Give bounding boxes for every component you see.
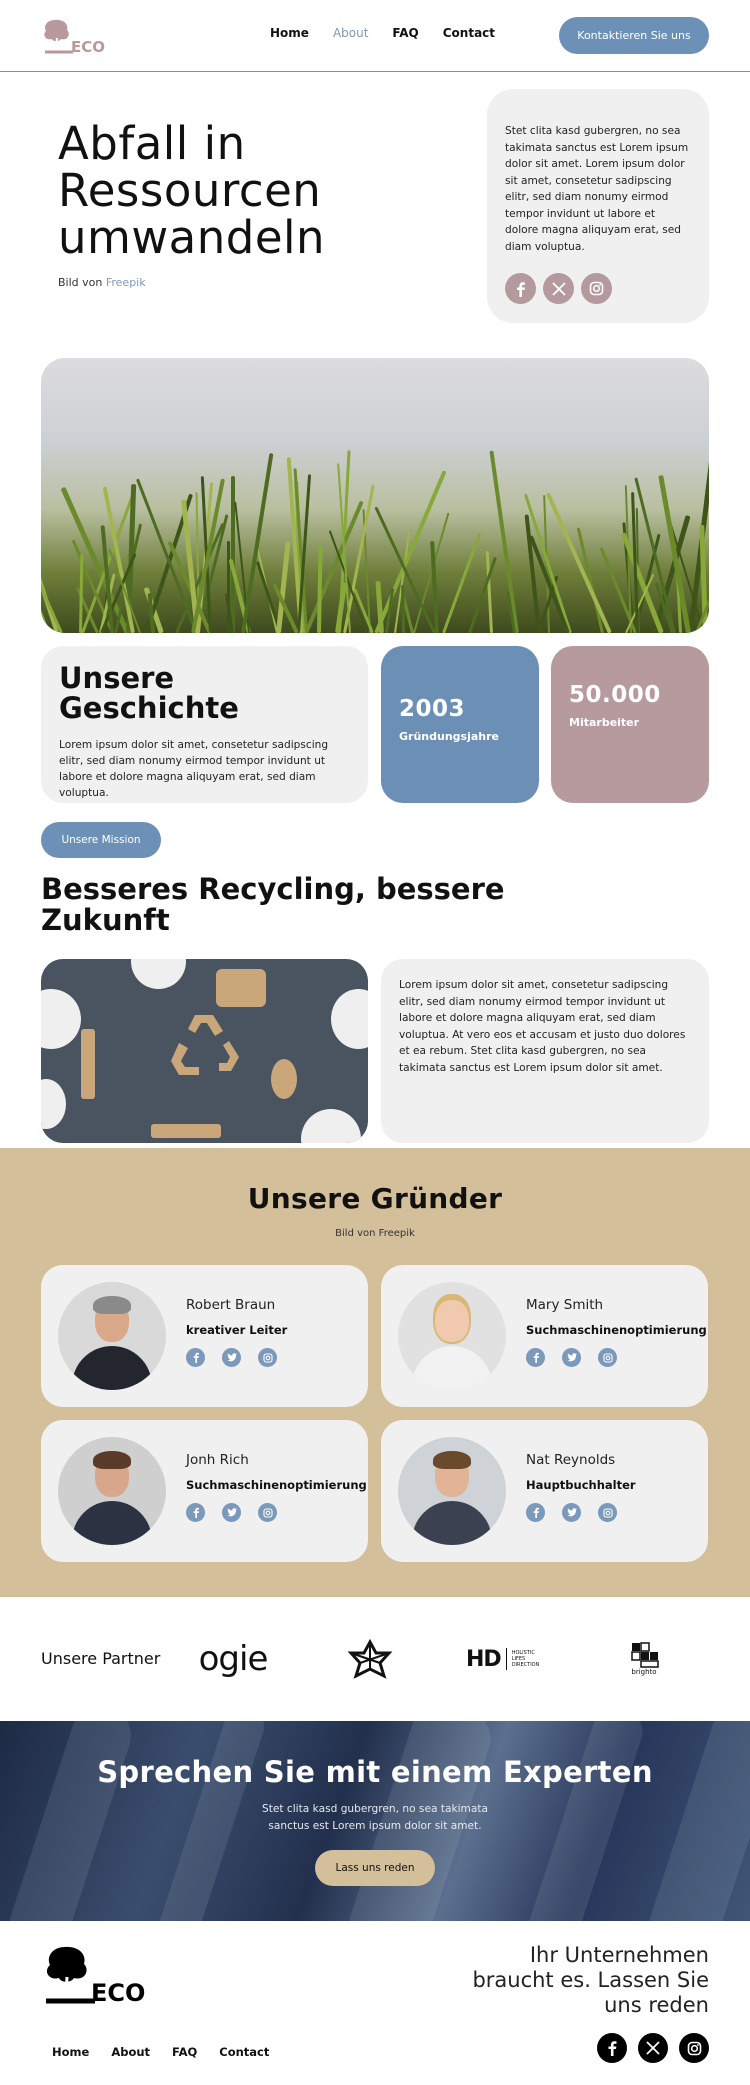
history-title: Unsere Geschichte: [59, 661, 239, 725]
footer-nav-about[interactable]: About: [111, 2045, 151, 2059]
cta-text: Stet clita kasd gubergren, no sea takimata sanctus est Lorem ipsum dolor sit amet.: [262, 1803, 488, 1832]
contact-button[interactable]: Kontaktieren Sie uns: [559, 17, 709, 54]
grass-blade: [79, 554, 83, 633]
stat-label: Mitarbeiter: [569, 716, 640, 729]
history-card: [41, 646, 368, 803]
svg-text:ECO: ECO: [71, 37, 106, 56]
stat-value: 2003: [399, 696, 466, 722]
cta-title: Sprechen Sie mit einem Experten: [97, 1755, 653, 1789]
footer-nav-faq[interactable]: FAQ: [172, 2045, 198, 2059]
expert-cta-section: [0, 1721, 750, 1921]
founder-card-jonh: [41, 1420, 368, 1562]
mission-text: Lorem ipsum dolor sit amet, consetetur sadipscing elitr, sed diam nonumy eirmod tempor invidunt ut labore et dolore magna aliquyam erat, sed diam voluptua. At vero eos et accusam et justo duo dolores et ea rebum. Stet clita kasd gubergren, no sea takimata sanctus est Lorem ipsum dolor sit amet.: [399, 979, 686, 1074]
social-links: [505, 273, 691, 304]
founder-card-robert: [41, 1265, 368, 1407]
founder-role: Suchmaschinenoptimierung: [526, 1323, 707, 1337]
mission-text-card: [381, 959, 709, 1143]
stat-label: Gründungsjahre: [399, 730, 499, 743]
twitter-icon[interactable]: [222, 1503, 241, 1522]
grass-blade: [241, 453, 273, 633]
founder-role: Hauptbuchhalter: [526, 1478, 636, 1492]
straw-shape: [81, 1029, 95, 1099]
grass-blade: [231, 476, 235, 633]
footer-eco-logo[interactable]: [41, 1943, 161, 2011]
founder-social-links: [526, 1503, 617, 1522]
partners-section: [0, 1597, 750, 1721]
recycle-icon: [161, 1009, 247, 1089]
stat-value: 50.000: [569, 682, 661, 708]
cup-shape: [331, 989, 368, 1049]
grass-blade: [546, 492, 612, 633]
founder-card-nat: [381, 1420, 708, 1562]
cup-shape: [41, 989, 81, 1049]
x-icon[interactable]: [638, 2033, 668, 2063]
founder-social-links: [186, 1503, 277, 1522]
tree-logo-icon: [41, 1943, 161, 2007]
mission-button[interactable]: Unsere Mission: [41, 822, 161, 858]
freepik-link[interactable]: Freepik: [105, 276, 146, 289]
nav-about[interactable]: About: [332, 26, 369, 40]
footer-nav-home[interactable]: Home: [52, 2045, 90, 2059]
stat-employees: [551, 646, 709, 803]
lets-talk-button[interactable]: Lass uns reden: [315, 1850, 435, 1886]
grass-blade: [489, 451, 519, 633]
partners-label: Unsere Partner: [41, 1649, 161, 1668]
eco-logo[interactable]: [41, 14, 131, 58]
twitter-icon[interactable]: [562, 1348, 581, 1367]
grass-banner-image: [41, 358, 709, 633]
stick-shape: [151, 1124, 221, 1138]
facebook-icon[interactable]: [186, 1503, 205, 1522]
star-logo-icon: [347, 1639, 393, 1679]
intro-text: Stet clita kasd gubergren, no sea takimata sanctus est Lorem ipsum dolor sit amet. Lorem ipsum dolor sit amet, consetetur sadipscing elitr, sed diam nonumy eirmod tempor invidunt ut labore et dolore magna aliquyam erat, sed diam voluptua.: [505, 125, 689, 253]
founder-name: Mary Smith: [526, 1297, 604, 1313]
facebook-icon[interactable]: [526, 1348, 545, 1367]
footer-social-links: [597, 2033, 709, 2063]
history-text: Lorem ipsum dolor sit amet, consetetur sadipscing elitr, sed diam nonumy eirmod tempor invidunt ut labore et dolore magna aliquyam erat, sed diam voluptua.: [59, 739, 329, 799]
founder-social-links: [186, 1348, 277, 1367]
twitter-icon[interactable]: [562, 1503, 581, 1522]
avatar: [398, 1437, 506, 1545]
founder-name: Robert Braun: [186, 1297, 276, 1313]
grass-blade: [468, 557, 497, 633]
instagram-icon[interactable]: [598, 1503, 617, 1522]
hero-section: [0, 72, 750, 358]
nav-faq[interactable]: FAQ: [392, 26, 419, 40]
image-credit: Bild von Freepik: [58, 276, 146, 289]
founder-name: Nat Reynolds: [526, 1452, 616, 1468]
founder-card-mary: [381, 1265, 708, 1407]
instagram-icon[interactable]: [258, 1348, 277, 1367]
facebook-icon[interactable]: [186, 1348, 205, 1367]
founder-name: Jonh Rich: [186, 1452, 249, 1468]
svg-text:ECO: ECO: [91, 1979, 146, 2007]
nav-contact[interactable]: Contact: [442, 26, 496, 40]
instagram-icon[interactable]: [581, 273, 612, 304]
instagram-icon[interactable]: [598, 1348, 617, 1367]
tree-logo-icon: [41, 16, 111, 56]
mission-title: Besseres Recycling, bessere Zukunft: [41, 872, 505, 937]
paper-bag-shape: [216, 969, 266, 1007]
founder-role: kreativer Leiter: [186, 1323, 288, 1337]
brighto-logo-icon: [629, 1642, 659, 1668]
partner-logo-brighto[interactable]: brighto: [620, 1637, 668, 1681]
grass-blade: [401, 585, 405, 633]
site-header: [0, 0, 750, 72]
instagram-icon[interactable]: [679, 2033, 709, 2063]
avatar: [58, 1437, 166, 1545]
facebook-icon[interactable]: [597, 2033, 627, 2063]
recycling-image: [41, 959, 368, 1143]
footer-nav-contact[interactable]: Contact: [219, 2045, 270, 2059]
partner-logo-star[interactable]: [345, 1637, 395, 1681]
grass-blade: [430, 541, 439, 633]
cup-shape: [41, 1079, 66, 1129]
stat-founding-year: [381, 646, 539, 803]
nav-home[interactable]: Home: [270, 26, 309, 40]
founders-credit: Bild von Freepik: [335, 1228, 415, 1239]
grass-blade: [317, 546, 323, 633]
founders-title: Unsere Gründer: [247, 1182, 503, 1215]
facebook-icon[interactable]: [505, 273, 536, 304]
hero-title: Abfall in Ressourcen umwandeln: [58, 117, 326, 264]
footer-tagline: Ihr Unternehmen braucht es. Lassen Sie uns reden: [472, 1943, 709, 2017]
partner-logo-ogie[interactable]: ogie: [198, 1639, 268, 1679]
cork-shape: [271, 1059, 297, 1099]
founder-social-links: [526, 1348, 617, 1367]
avatar: [398, 1282, 506, 1390]
avatar: [58, 1282, 166, 1390]
founders-section: [0, 1148, 750, 1597]
twitter-icon[interactable]: [222, 1348, 241, 1367]
instagram-icon[interactable]: [258, 1503, 277, 1522]
partner-logo-hd[interactable]: HD HOLISTIC LIFES DIRECTION: [466, 1646, 540, 1672]
intro-card: [487, 89, 709, 323]
cup-shape: [301, 1109, 361, 1143]
site-footer: [0, 1921, 750, 2085]
footer-nav: [52, 2045, 269, 2059]
x-icon[interactable]: [543, 273, 574, 304]
founder-role: Suchmaschinenoptimierung: [186, 1478, 367, 1492]
main-nav: [270, 26, 495, 40]
cup-shape: [131, 959, 186, 989]
facebook-icon[interactable]: [526, 1503, 545, 1522]
